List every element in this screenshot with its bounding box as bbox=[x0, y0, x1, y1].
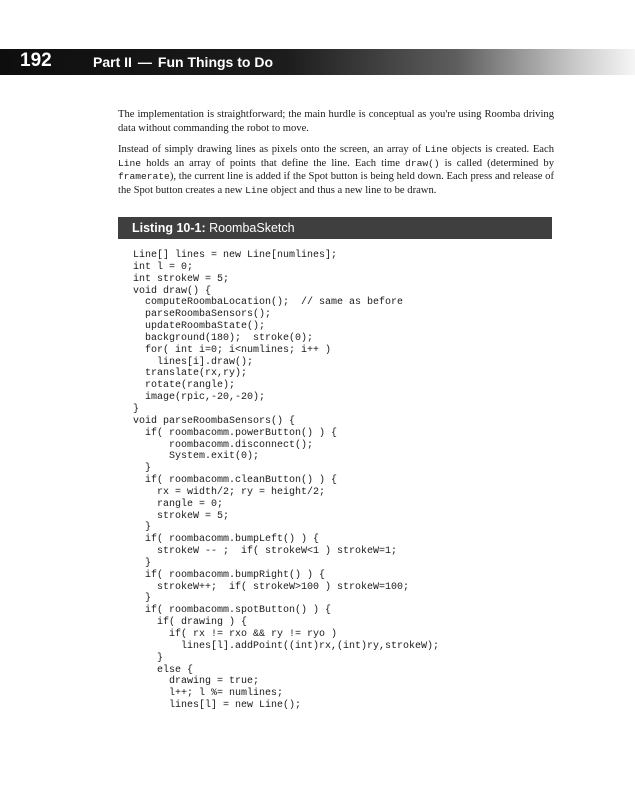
code-line: drawing = true; bbox=[133, 676, 260, 688]
listing-caption-bar bbox=[118, 217, 552, 239]
code-line: void draw() { bbox=[133, 285, 212, 297]
paragraph-text-run: holds an array of points that define the line. Each time bbox=[141, 157, 406, 169]
code-line: image(rpic,-20,-20); bbox=[133, 392, 266, 404]
inline-code: Line bbox=[424, 144, 448, 155]
code-line: lines[l].addPoint((int)rx,(int)ry,strokeW); bbox=[133, 640, 440, 652]
section-title: Fun Things to Do bbox=[157, 54, 273, 70]
paragraph-text-run: object and thus a new line to be drawn. bbox=[268, 184, 437, 196]
code-line: if( roombacomm.bumpLeft() ) { bbox=[133, 534, 320, 546]
paragraph-text-run: is called (determined by bbox=[439, 157, 554, 169]
inline-code: draw() bbox=[405, 157, 440, 169]
code-line: rotate(rangle); bbox=[133, 380, 236, 392]
code-line: roombacomm.disconnect(); bbox=[133, 439, 314, 451]
code-line: if( roombacomm.powerButton() ) { bbox=[133, 427, 338, 439]
code-line: l++; l %= numlines; bbox=[133, 688, 284, 700]
listing-label: Listing 10-1: bbox=[132, 221, 206, 235]
code-line: strokeW -- ; if( strokeW<1 ) strokeW=1; bbox=[133, 546, 398, 558]
code-line: lines[i].draw(); bbox=[133, 356, 254, 368]
header-separator: — bbox=[137, 54, 152, 70]
code-line: if( roombacomm.cleanButton() ) { bbox=[133, 475, 338, 487]
code-line: } bbox=[133, 403, 140, 415]
code-line: rx = width/2; ry = height/2; bbox=[133, 486, 326, 498]
paragraph-text-run: objects is created. Each bbox=[447, 144, 554, 155]
code-line: background(180); stroke(0); bbox=[133, 332, 314, 344]
code-line: if( roombacomm.spotButton() ) { bbox=[133, 605, 332, 617]
paragraph-text-run: Instead of simply drawing lines as pixels onto the screen, an array of bbox=[118, 144, 425, 155]
running-header bbox=[93, 49, 273, 75]
code-line: parseRoombaSensors(); bbox=[133, 309, 272, 321]
code-line: } bbox=[133, 652, 164, 664]
code-line: Line[] lines = new Line[numlines]; bbox=[133, 250, 338, 261]
code-line: computeRoombaLocation(); // same as before bbox=[133, 297, 404, 309]
code-line: } bbox=[133, 557, 152, 569]
code-line: lines[l] = new Line(); bbox=[133, 700, 302, 712]
code-line: updateRoombaState(); bbox=[133, 321, 266, 333]
inline-code: framerate bbox=[118, 171, 170, 182]
code-line: strokeW = 5; bbox=[133, 510, 230, 522]
code-line: if( rx != rxo && ry != ryo ) bbox=[133, 629, 338, 640]
code-line: strokeW++; if( strokeW>100 ) strokeW=100; bbox=[133, 581, 410, 593]
code-line: } bbox=[133, 522, 152, 534]
code-line: if( roombacomm.bumpRight() ) { bbox=[133, 569, 326, 581]
body-paragraph-1: The implementation is straightforward; the main hurdle is conceptual as you're using Roomba driving data without commanding the robot to move. bbox=[118, 109, 554, 134]
code-line: int strokeW = 5; bbox=[133, 273, 230, 285]
paragraph-text-run: ), the current line is added if the Spot button is being held down. Each press and release of the Spot button creates a new bbox=[118, 171, 554, 196]
code-line: } bbox=[133, 463, 152, 475]
code-listing bbox=[133, 250, 439, 712]
page-number: 192 bbox=[20, 50, 52, 71]
inline-code: Line bbox=[118, 157, 142, 169]
listing-title: RoombaSketch bbox=[209, 221, 295, 235]
code-line: for( int i=0; i<numlines; i++ ) bbox=[133, 344, 332, 356]
code-line: translate(rx,ry); bbox=[133, 368, 248, 380]
inline-code: Line bbox=[245, 184, 269, 196]
code-line: void parseRoombaSensors() { bbox=[133, 415, 296, 427]
body-paragraph-2 bbox=[118, 143, 554, 197]
code-line: } bbox=[133, 593, 152, 605]
part-label: Part II bbox=[93, 54, 132, 70]
code-line: if( drawing ) { bbox=[133, 617, 248, 629]
code-line: int l = 0; bbox=[133, 261, 194, 273]
code-line: else { bbox=[133, 664, 194, 676]
code-line: rangle = 0; bbox=[133, 498, 224, 510]
code-line: System.exit(0); bbox=[133, 451, 260, 463]
